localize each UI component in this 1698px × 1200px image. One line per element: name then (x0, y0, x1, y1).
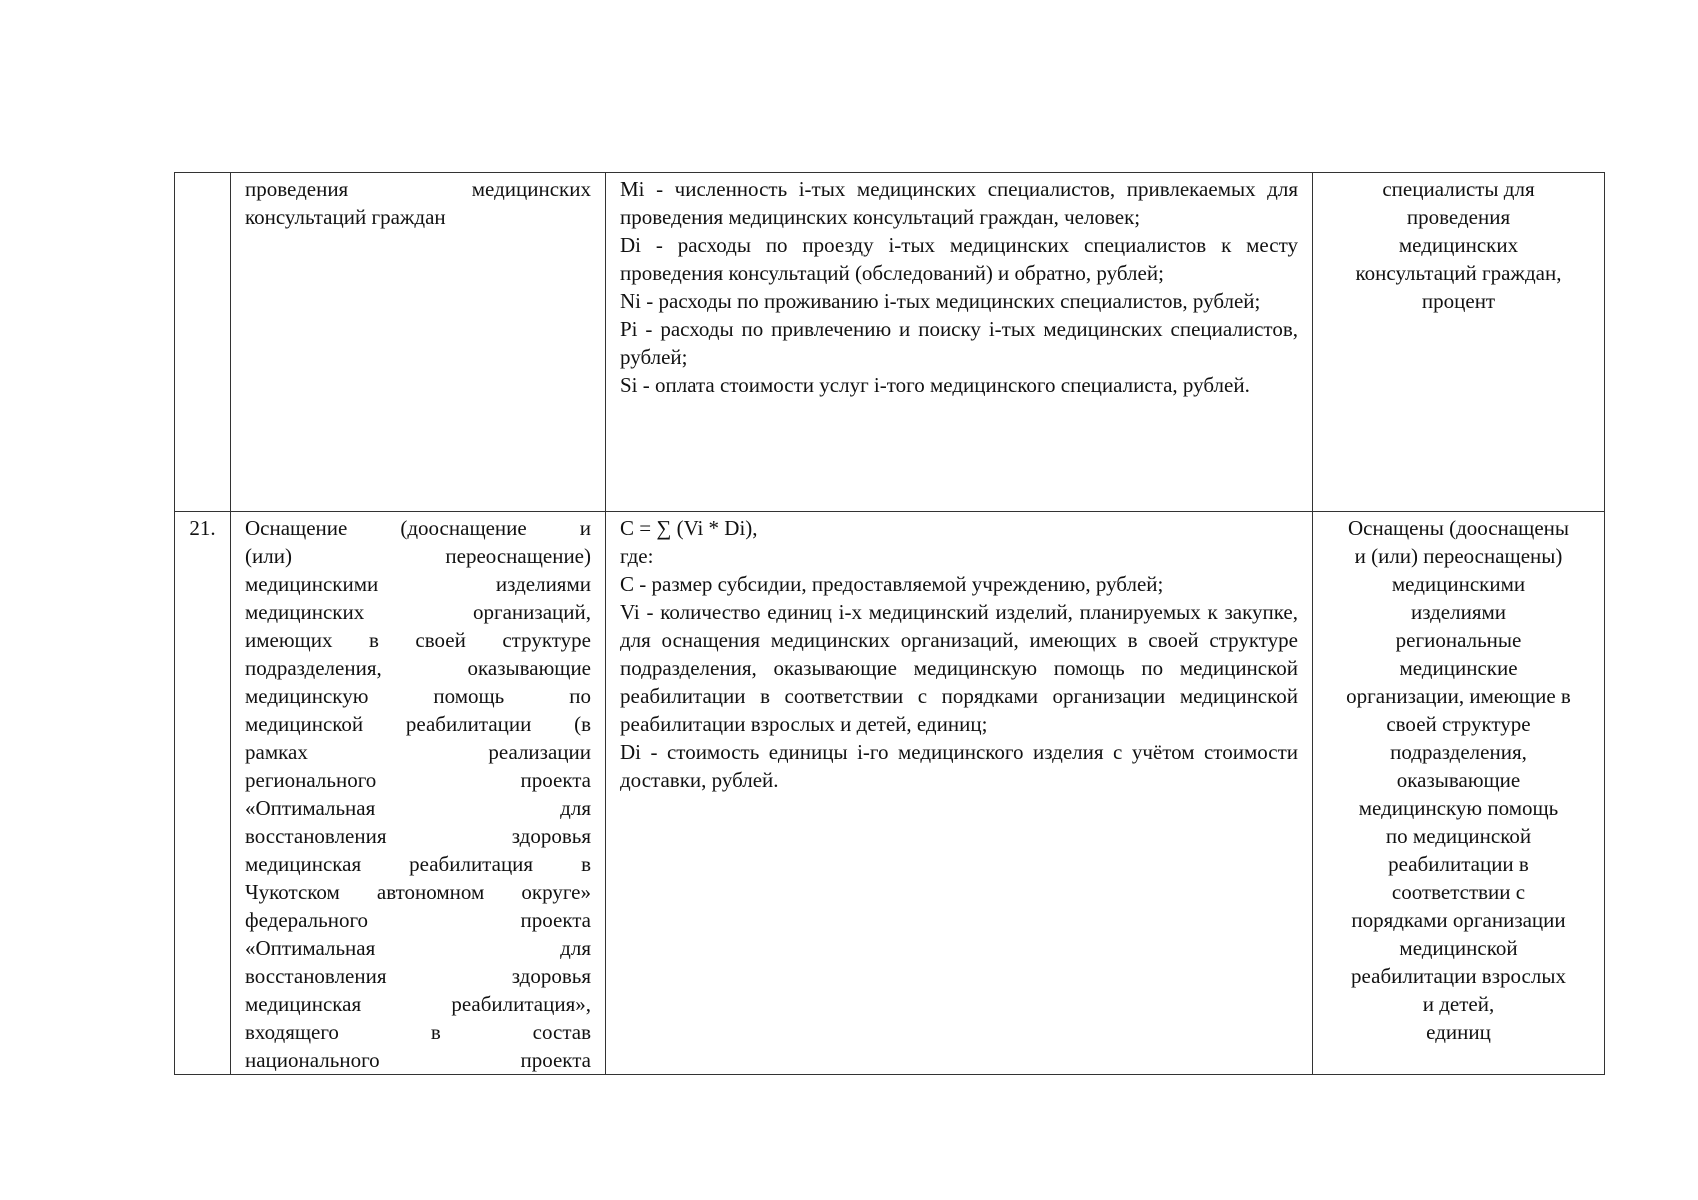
formula-line: Ni - расходы по проживанию i-тых медицинских специалистов, рублей; (620, 289, 1261, 313)
measure-name-line: Чукотском автономном округе» (245, 880, 591, 904)
result-line: оказывающие (1396, 768, 1521, 792)
result-line: медицинскую помощь (1358, 796, 1559, 820)
measure-name-line: медицинская реабилитация», (245, 992, 591, 1016)
result-line: порядками организации (1351, 908, 1566, 932)
result-line: реабилитации в (1388, 852, 1529, 876)
formula-line: Pi - расходы по привлечению и поиску i-тых медицинских специалистов, рублей; (620, 317, 1298, 369)
measure-name-line: федерального проекта (245, 908, 591, 932)
formula-line: Si - оплата стоимости услуг i-того медицинского специалиста, рублей. (620, 373, 1250, 397)
measure-name-line: национального проекта (245, 1048, 591, 1072)
measure-name-line: рамках реализации (245, 740, 591, 764)
result-line: Оснащены (дооснащены (1347, 516, 1570, 540)
result-indicator-cell (1313, 512, 1605, 1075)
result-indicator-cell (1313, 173, 1605, 512)
result-line: единиц (1426, 1020, 1491, 1044)
result-line: специалисты для (1382, 177, 1535, 201)
result-line: медицинские (1399, 656, 1518, 680)
measure-name-cell (231, 173, 606, 512)
result-line: своей структуре (1386, 712, 1531, 736)
result-line: консультаций граждан, (1355, 261, 1562, 285)
row-number (175, 173, 231, 512)
measure-name-line: подразделения, оказывающие (245, 656, 591, 680)
result-line: и (или) переоснащены) (1354, 544, 1563, 568)
measure-name-line: медицинских организаций, (245, 600, 591, 624)
formula-line: Di - стоимость единицы i-го медицинского изделия с учётом стоимости доставки, рублей. (620, 740, 1298, 792)
measure-name-line: «Оптимальная для (245, 936, 591, 960)
document-table (174, 172, 1605, 1075)
result-line: подразделения, (1390, 740, 1527, 764)
row-number: 21. (175, 512, 231, 1075)
result-line: медицинских (1398, 233, 1519, 257)
measure-name-line: медицинская реабилитация в (245, 852, 591, 876)
formula-cell (606, 173, 1313, 512)
result-line: региональные (1395, 628, 1522, 652)
formula-line: C - размер субсидии, предоставляемой учреждению, рублей; (620, 572, 1164, 596)
formula-line: где: (620, 544, 654, 568)
measure-name-line: Оснащение (дооснащение и (245, 516, 591, 540)
result-line: и детей, (1422, 992, 1495, 1016)
measure-name-line: входящего в состав (245, 1020, 591, 1044)
table-row (175, 173, 1605, 512)
result-line: проведения (1406, 205, 1511, 229)
result-line: медицинской (1399, 936, 1518, 960)
measure-name-line: медицинской реабилитации (в (245, 712, 591, 736)
measure-name-line: имеющих в своей структуре (245, 628, 591, 652)
formula-line: Mi - численность i-тых медицинских специалистов, привлекаемых для проведения медицинских консультаций граждан, человек; (620, 177, 1298, 229)
measure-name-line: (или) переоснащение) (245, 544, 591, 568)
result-line: организации, имеющие в (1346, 684, 1571, 708)
measure-name-line: «Оптимальная для (245, 796, 591, 820)
measure-name-line: регионального проекта (245, 768, 591, 792)
result-line: по медицинской (1385, 824, 1532, 848)
measure-name-line: восстановления здоровья (245, 824, 591, 848)
measure-name-line: медицинскими изделиями (245, 572, 591, 596)
measure-name-line: консультаций граждан (245, 205, 446, 229)
measure-name-line: восстановления здоровья (245, 964, 591, 988)
measure-name-line: проведения медицинских (245, 177, 591, 201)
result-line: процент (1421, 289, 1496, 313)
formula-line: Vi - количество единиц i-х медицинский изделий, планируемых к закупке, для оснащения медицинских организаций, имеющих в своей структуре подразделения, оказывающие медицинскую помощь по медицинской реабилитации в соответствии с порядками организации медицинской реабилитации взрослых и детей, единиц; (620, 600, 1298, 736)
result-line: реабилитации взрослых (1351, 964, 1566, 988)
formula-cell (606, 512, 1313, 1075)
measure-name-line: медицинскую помощь по (245, 684, 591, 708)
result-line: соответствии с (1391, 880, 1526, 904)
table-row (175, 512, 1605, 1075)
result-line: изделиями (1410, 600, 1507, 624)
result-line: медицинскими (1391, 572, 1526, 596)
formula-line: C = ∑ (Vi * Di), (620, 516, 758, 540)
formula-line: Di - расходы по проезду i-тых медицинских специалистов к месту проведения консультаций (обследований) и обратно, рублей; (620, 233, 1298, 285)
measure-name-cell (231, 512, 606, 1075)
